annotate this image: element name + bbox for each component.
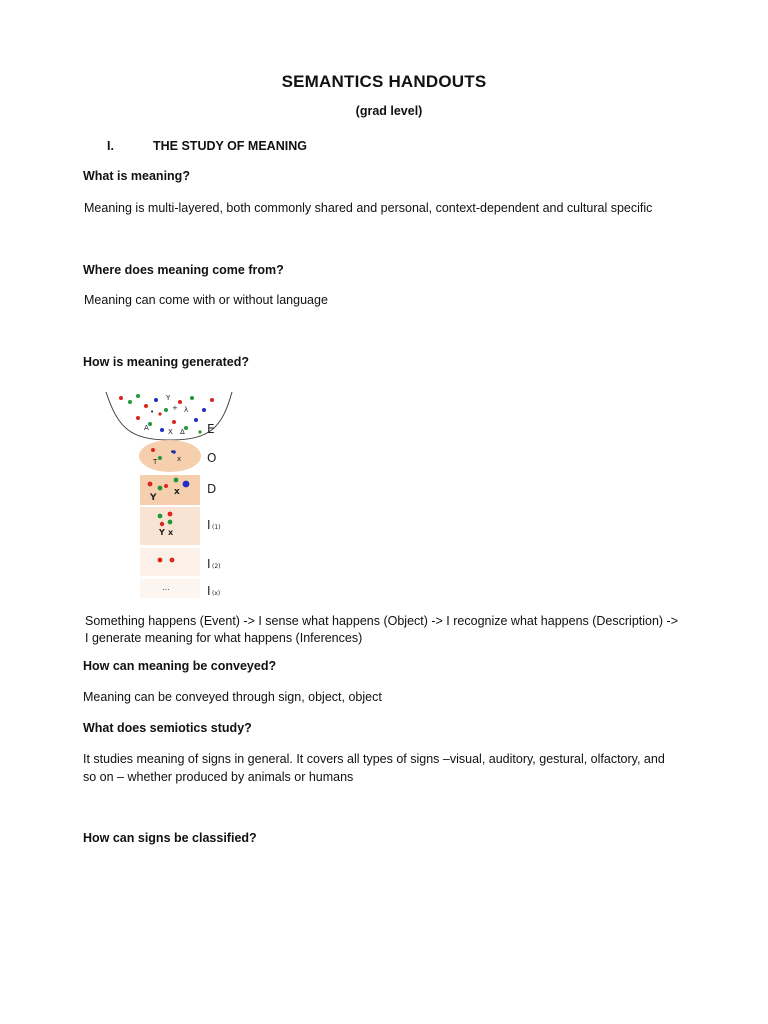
layer-description (140, 475, 200, 505)
answer-where-meaning-from: Meaning can come with or without language (84, 293, 328, 307)
layer-inference-x-dots: … (162, 583, 170, 592)
question-semiotics: What does semiotics study? (83, 721, 252, 735)
question-where-meaning-from: Where does meaning come from? (83, 263, 284, 277)
layer-object-glyph-2: T (153, 458, 158, 466)
funnel-glyph-0: Y (166, 394, 171, 402)
label-inference-1: I (207, 518, 211, 532)
section-heading: THE STUDY OF MEANING (153, 139, 307, 153)
layer-object-glyph-1: x (177, 455, 182, 463)
section-number: I. (107, 139, 114, 153)
label-inference-x-sub: (x) (212, 590, 221, 597)
layer-object (139, 440, 201, 472)
question-how-meaning-generated: How is meaning generated? (83, 355, 250, 369)
funnel-glyphs (144, 394, 188, 436)
document-title: SEMANTICS HANDOUTS (281, 72, 487, 91)
document-subtitle: (grad level) (355, 104, 423, 118)
layer-inference-1-glyph-1: x (168, 528, 174, 537)
label-inference-2-sub: (2) (212, 563, 221, 570)
label-description: D (207, 482, 217, 496)
label-inference-x: I (207, 584, 211, 598)
layer-object-glyph-0: • (170, 448, 175, 456)
layer-description-glyph-0: x (174, 487, 180, 497)
layer-description-glyph-1: Y (150, 493, 157, 503)
funnel-glyph-6: Δ (180, 428, 185, 436)
layer-inference-1-glyph-0: Y (159, 528, 165, 537)
question-what-is-meaning: What is meaning? (83, 169, 190, 183)
figure-caption-line-2: I generate meaning for what happens (Inferences) (85, 631, 363, 645)
label-object: O (207, 451, 217, 465)
funnel-glyph-2: • (150, 408, 155, 416)
answer-semiotics-line-2: so on – whether produced by animals or humans (83, 770, 354, 784)
layer-inference-2 (140, 548, 200, 576)
question-how-conveyed: How can meaning be conveyed? (83, 659, 277, 673)
funnel-glyph-5: A (144, 424, 149, 432)
layer-inference-x (140, 579, 200, 598)
funnel-glyph-4: X (168, 428, 173, 436)
figure-caption-line-1: Something happens (Event) -> I sense what happens (Object) -> I recognize what happens (Description) -> (85, 614, 679, 628)
funnel-glyph-1: + (172, 404, 178, 412)
answer-what-is-meaning: Meaning is multi-layered, both commonly shared and personal, context-dependent and cultural specific (84, 201, 653, 215)
answer-semiotics-line-1: It studies meaning of signs in general. It covers all types of signs –visual, auditory, gestural, olfactory, and (83, 752, 665, 766)
label-inference-2: I (207, 557, 211, 571)
label-event: E (207, 422, 215, 436)
label-inference-1-sub: (1) (212, 524, 221, 531)
meaning-generation-figure (100, 388, 240, 600)
question-sign-classification: How can signs be classified? (83, 831, 257, 845)
funnel-glyph-3: λ (184, 406, 189, 414)
answer-how-conveyed: Meaning can be conveyed through sign, object, object (83, 690, 382, 704)
